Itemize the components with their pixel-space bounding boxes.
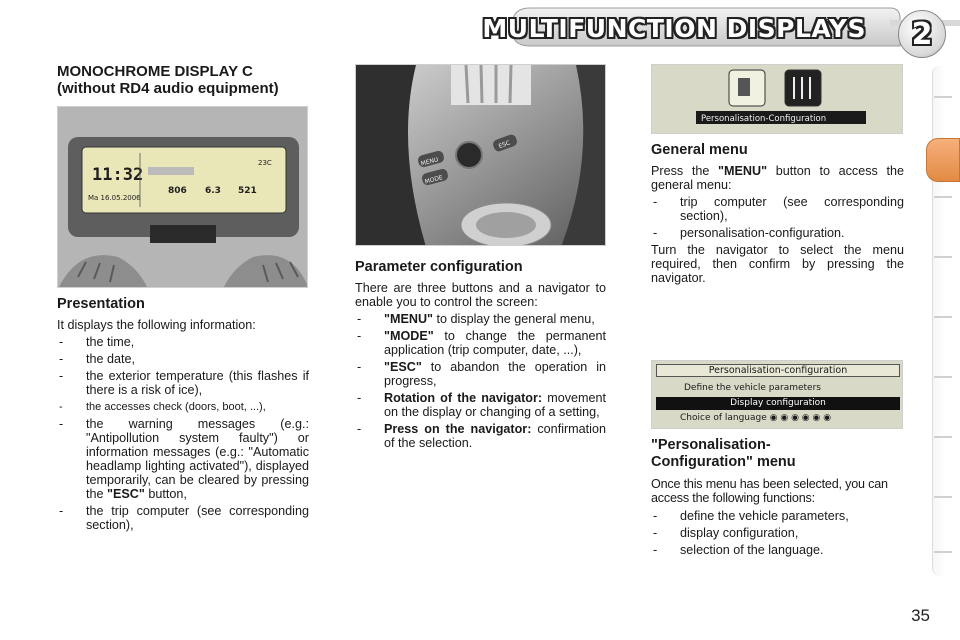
screen-title: Personalisation-configuration [656,364,900,377]
general-menu-heading: General menu [651,142,748,158]
side-tab-marker [934,376,952,378]
side-tab-marker [934,496,952,498]
general-menu-list [651,195,904,240]
dashboard-display-illustration [58,107,308,288]
screen-row-vehicle-parameters: Define the vehicle parameters [684,383,821,393]
general-menu-illustration [652,65,903,134]
menu-screen-label: Personalisation-Configuration [701,114,827,124]
side-tab-marker [934,196,952,198]
list-item: - the warning messages (e.g.: "Antipollution system faulty") or information messages (e.g.: "Automatic headlamp lighting activated"), displayed temporarily, can be cleared by pressing the "ESC" button, [57,417,309,501]
control-buttons-illustration [356,65,606,246]
section-title [57,63,317,97]
screen-row-language: Choice of language ◉ ◉ ◉ ◉ ◉ ◉ [680,413,832,423]
section-title-line1: MONOCHROME DISPLAY C [57,63,253,80]
parameter-configuration-heading: Parameter configuration [355,259,523,275]
display-icons [148,167,194,175]
presentation-heading: Presentation [57,296,145,312]
personalisation-intro: Once this menu has been selected, you can access the following functions: [651,477,888,505]
list-item: - "ESC" to abandon the operation in progress, [355,360,606,388]
list-item: - the date, [57,352,309,366]
general-menu-instructions: Turn the navigator to select the menu required, then confirm by pressing the navigator. [651,243,904,285]
presentation-section [57,296,309,535]
navigator-knob [456,142,482,168]
side-tab-rail [926,66,960,576]
personalisation-list [651,509,904,557]
personalisation-section [651,437,904,560]
language-flag-icons: ◉ ◉ ◉ ◉ ◉ ◉ [769,413,832,423]
list-item: - display configuration, [651,526,904,540]
presentation-intro: It displays the following information: [57,318,256,332]
screen-row-display-configuration-selected: Display configuration [656,397,900,410]
chapter-number-badge: 2 [898,10,946,58]
personalisation-screen [651,360,903,429]
general-menu-intro: Press the "MENU" button to access the general menu: [651,164,904,192]
parameter-configuration-section [355,259,606,453]
control-panel-photo [355,64,606,246]
general-menu-screen [651,64,903,134]
mode-button-label: MODE [424,174,444,186]
list-item: - selection of the language. [651,543,904,557]
list-item: - Rotation of the navigator: movement on the display or changing of a setting, [355,391,606,419]
list-item: - define the vehicle parameters, [651,509,904,523]
header-bar [420,0,960,62]
display-value-2: 6.3 [205,186,221,196]
esc-button-label: ESC [497,139,512,151]
display-photo [57,106,308,288]
menu-button-label: MENU [420,156,440,168]
side-tab-marker [934,436,952,438]
list-item: - the accesses check (doors, boot, ...), [57,400,309,414]
section-title-line2: (without RD4 audio equipment) [57,80,279,97]
list-item: - trip computer (see corresponding section), [651,195,904,223]
side-tab-marker [934,96,952,98]
display-value-1: 806 [168,186,187,196]
list-item: - "MODE" to change the permanent application (trip computer, date, ...), [355,329,606,357]
display-date: Ma 16.05.2006 [88,194,141,202]
display-value-3: 521 [238,186,257,196]
display-temperature: 23C [258,159,272,167]
list-item: - Press on the navigator: confirmation of the selection. [355,422,606,450]
active-chapter-tab [926,138,960,182]
general-menu-section [651,142,904,285]
header-title: MULTIFUNCTION DISPLAYS [482,14,866,43]
list-item: - "MENU" to display the general menu, [355,312,606,326]
list-item: - the exterior temperature (this flashes if there is a risk of ice), [57,369,309,397]
page-number: 35 [911,606,930,625]
list-item: - the trip computer (see corresponding section), [57,504,309,532]
parameter-list [355,312,606,450]
personalisation-heading: "Personalisation- Configuration" menu [651,437,796,470]
display-time: 11:32 [92,165,144,185]
side-tab-marker [934,316,952,318]
side-tab-marker [934,551,952,553]
side-tab-marker [934,256,952,258]
trip-computer-icon [738,78,750,96]
list-item: - the time, [57,335,309,349]
parameter-intro: There are three buttons and a navigator to enable you to control the screen: [355,281,606,309]
list-item: - personalisation-configuration. [651,226,904,240]
presentation-list [57,335,309,532]
